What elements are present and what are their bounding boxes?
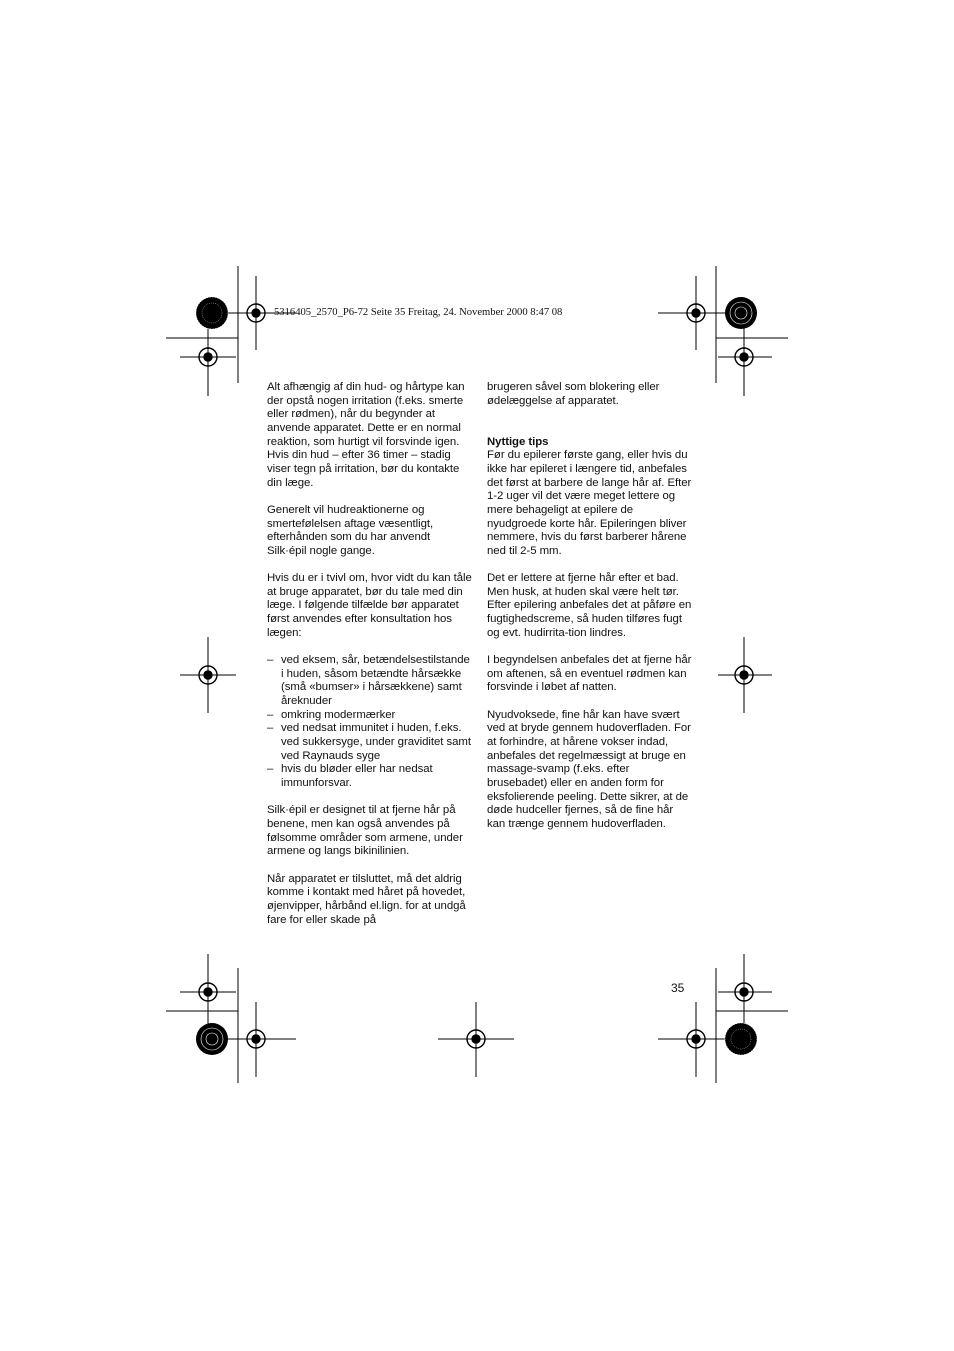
section-block [487, 436, 692, 559]
paragraph: Før du epilerer første gang, eller hvis du ikke har epileret i længere tid, anbefales det først at barbere de lange hår af. Efter 1-2 uger vil det være meget lettere og mere behageligt at epilere de nyudgroede korte hår. Epileringen bliver nemmere, hvis du først barberer hårene ned til 2-5 mm. [487, 449, 692, 557]
list-item: – ved nedsat immunitet i huden, f.eks. ved sukkersyge, under graviditet samt ved Raynauds syge [267, 722, 472, 763]
paragraph: Når apparatet er tilsluttet, må det aldrig komme i kontakt med håret på hovedet, øjenvipper, hårbånd el.lign. for at undgå fare for eller skade på [267, 872, 466, 926]
paragraph: Nyudvoksede, fine hår kan have svært ved at bryde gennem hudoverfladen. For at forhindre, at hårene vokser indad, anbefales det regelmæssigt at bruge en massage-svamp (f.eks. efter brusebadet) eller en anden form for eksfolierende peeling. Dette sikrer, at de døde hudceller fjernes, så de fine hår kan trænge gennem hudoverfladen. [487, 708, 691, 830]
left-column [267, 381, 472, 927]
paragraph: Hvis du er i tvivl om, hvor vidt du kan tåle at bruge apparatet, bør du tale med din læge. I følgende tilfælde bør apparatet først anvendes efter konsultation hos lægen: [267, 572, 472, 639]
paragraph: Alt afhængig af din hud- og hårtype kan der opstå nogen irritation (f.eks. smerte eller rødmen), når du begynder at anvende apparatet. Dette er en normal reaktion, som hurtigt vil forsvinde igen. Hvis din hud – efter 36 timer – stadig viser tegn på irritation, bør du kontakte din læge. [267, 381, 465, 489]
print-slug: 5316405_2570_P6-72 Seite 35 Freitag, 24. November 2000 8:47 08 [274, 307, 563, 318]
paragraph: brugeren såvel som blokering eller ødelæggelse af apparatet. [487, 381, 660, 407]
list-item: – omkring modermærker [267, 709, 472, 723]
paragraph: I begyndelsen anbefales det at fjerne hår om aftenen, så en eventuel rødmen kan forsvinde i løbet af natten. [487, 654, 692, 694]
list-item: – hvis du bløder eller har nedsat immunforsvar. [267, 763, 472, 790]
bullet-list [267, 654, 472, 791]
section-heading: Nyttige tips [487, 435, 549, 448]
paragraph: Silk·épil er designet til at fjerne hår på benene, men kan også anvendes på følsomme områder som armene, under armene og langs bikinilinien. [267, 804, 463, 858]
right-column [487, 381, 692, 832]
list-item: – ved eksem, sår, betændelsestilstande i huden, såsom betændte hårsække (små «bumser» i hårsækkene) samt åreknuder [267, 654, 472, 709]
paragraph: Det er lettere at fjerne hår efter et bad. Men husk, at huden skal være helt tør. Efter epilering anbefales det at påføre en fugtighedscreme, så huden tilføres fugt og evt. hudirrita-tion lindres. [487, 572, 692, 639]
page-number: 35 [671, 981, 685, 995]
paragraph: Generelt vil hudreaktionerne og smertefølelsen aftage væsentligt, efterhånden som du har anvendt Silk·épil nogle gange. [267, 503, 434, 557]
